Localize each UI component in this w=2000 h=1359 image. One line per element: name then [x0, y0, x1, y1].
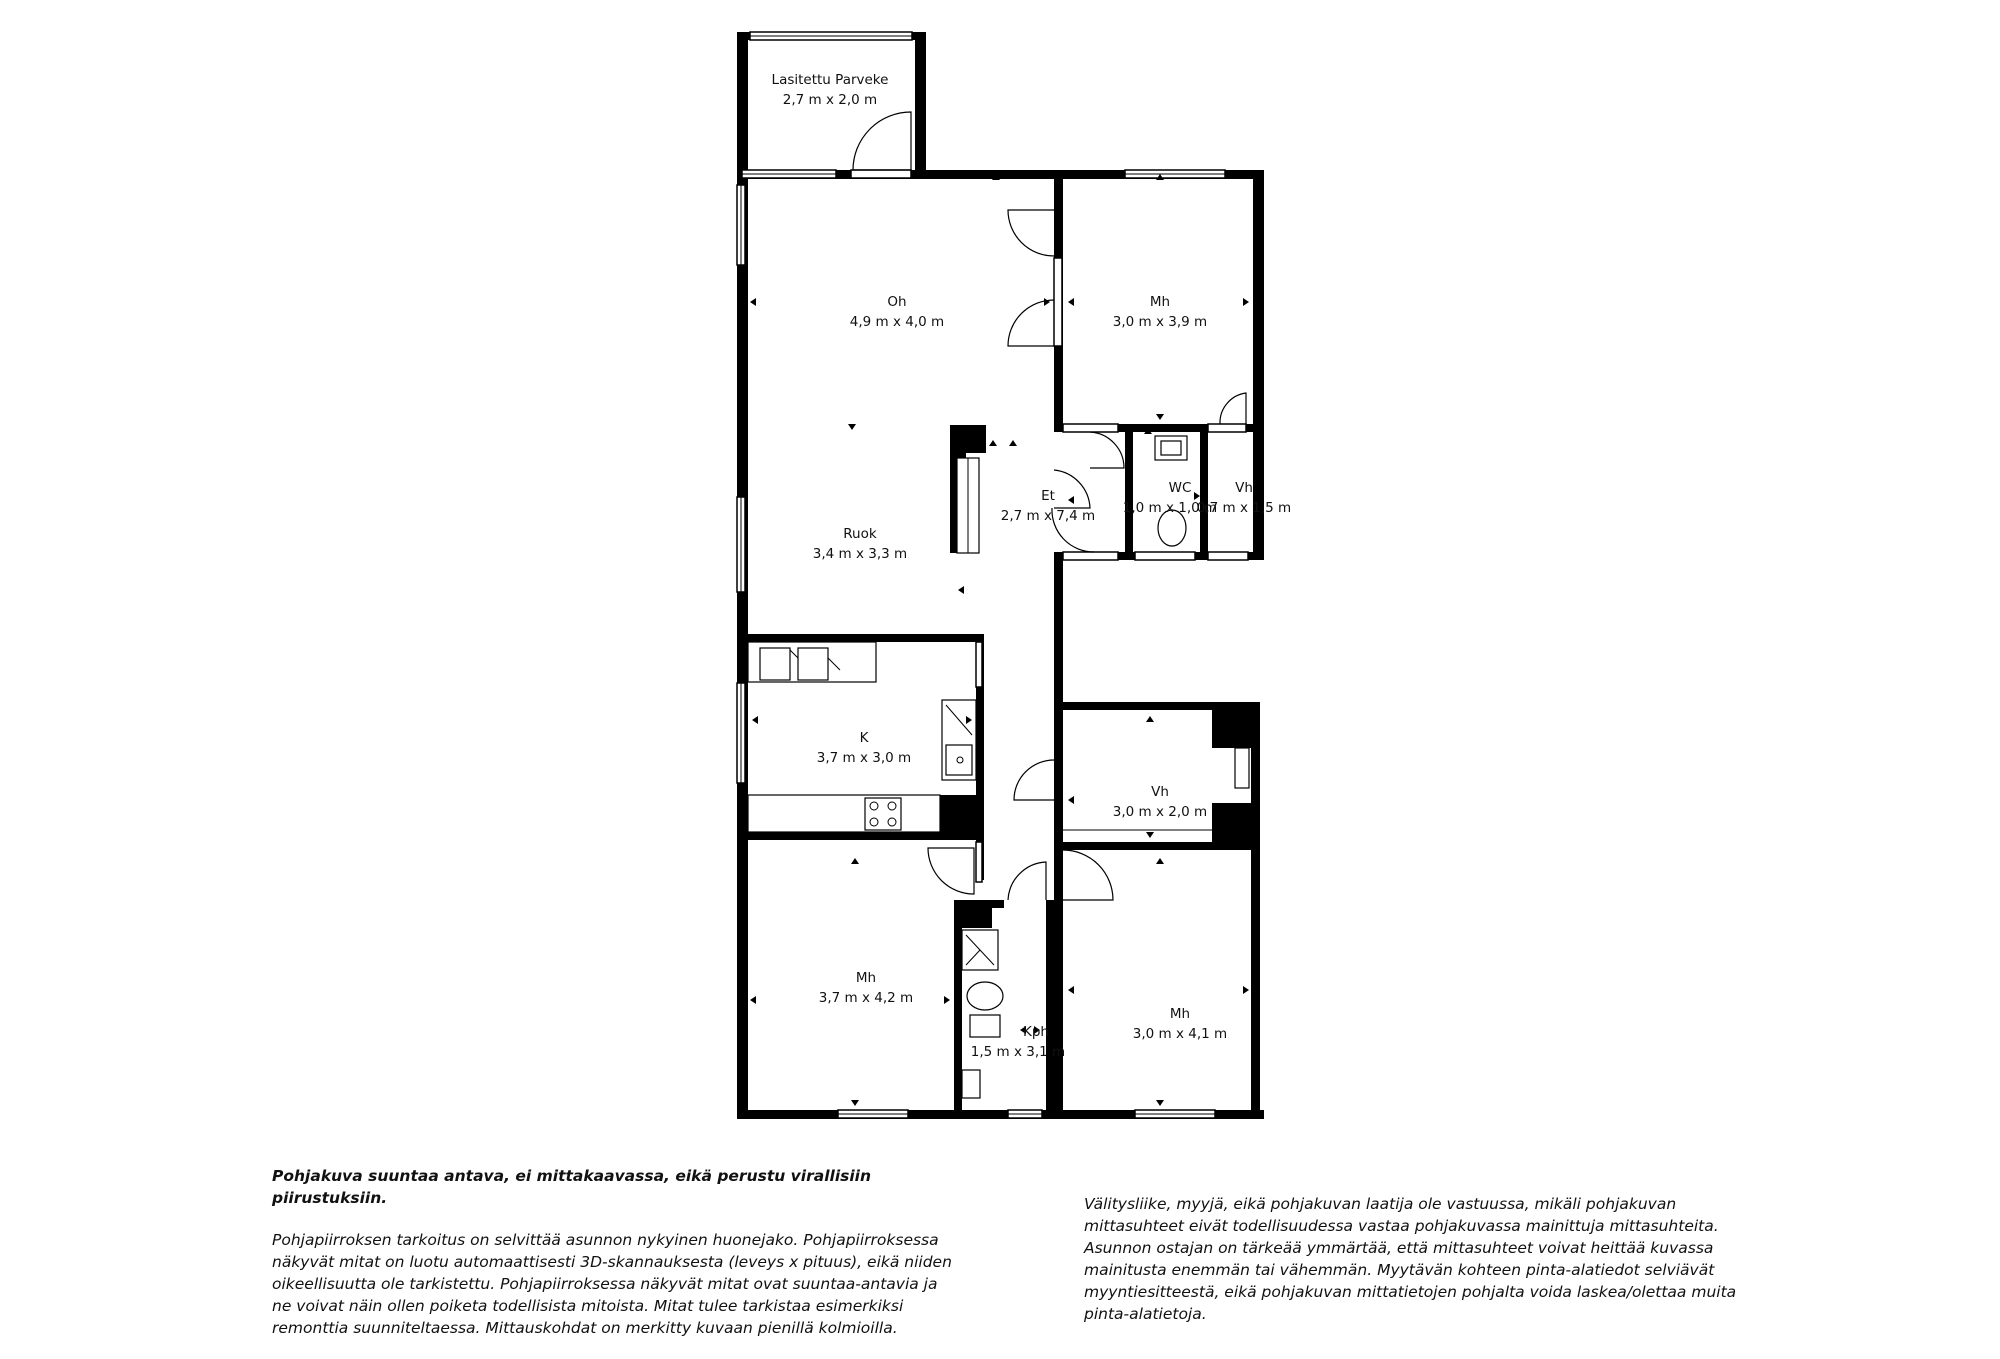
room-name-wc: WC [1168, 480, 1192, 496]
room-name-bedroom-se: Mh [1169, 1006, 1191, 1022]
disclaimer-left [272, 1165, 972, 1359]
room-size-closet-small: 0,7 m x 1,5 m [1196, 500, 1292, 516]
room-size-bedroom-se: 3,0 m x 4,1 m [1132, 1026, 1228, 1042]
room-size-closet-walk: 3,0 m x 2,0 m [1112, 804, 1208, 820]
room-size-bathroom: 1,5 m x 3,1 m [970, 1044, 1066, 1060]
room-name-hall: Et [1041, 488, 1055, 504]
room-size-dining: 3,4 m x 3,3 m [812, 546, 908, 562]
room-name-bedroom-ne: Mh [1149, 294, 1171, 310]
walls [737, 32, 1264, 1119]
disclaimer-heading: Pohjakuva suuntaa antava, ei mittakaavassa, eikä perustu virallisiin piirustuksiin. [272, 1167, 872, 1207]
room-name-kitchen: K [859, 730, 869, 746]
room-size-hall: 2,7 m x 7,4 m [1000, 508, 1096, 524]
room-size-wc: 1,0 m x 1,0 m [1122, 500, 1218, 516]
room-name-balcony: Lasitettu Parveke [771, 72, 889, 88]
room-labels [772, 72, 1292, 1060]
room-size-bedroom-sw: 3,7 m x 4,2 m [818, 990, 914, 1006]
disclaimer-right-body: Välitysliike, myyjä, eikä pohjakuvan laatija ole vastuussa, mikäli pohjakuvan mittasuhteet eivät todellisuudessa vastaa pohjakuvassa mainittuja mittasuhteita. Asunnon ostajan on tärkeää ymmärtää, että mittasuhteet voivat heittää kuvassa mainitusta enemmän tai vähemmän. Myytävän kohteen pinta-alatiedot selviävät myyntiesitteestä, eikä pohjakuvan mittatietojen pohjalta voida laskea/olettaa muita pinta-alatietoja. [1084, 1195, 1737, 1323]
room-name-closet-small: Vh [1235, 480, 1253, 496]
room-size-bedroom-ne: 3,0 m x 3,9 m [1112, 314, 1208, 330]
disclaimer-right [1084, 1193, 1784, 1345]
disclaimer-left-body: Pohjapiirroksen tarkoitus on selvittää asunnon nykyinen huonejako. Pohjapiirroksessa näkyvät mitat on luotu automaattisesti 3D-skannauksesta (leveys x pituus), eikä niiden oikeellisuutta ole tarkistettu. Pohjapiirroksessa näkyvät mitat ovat suuntaa-antavia ja ne voivat näin ollen poiketa todellisista mitoista. Mitat tulee tarkistaa esimerkiksi remonttia suunniteltaessa. Mittauskohdat on merkitty kuvaan pienillä kolmioilla. [272, 1231, 952, 1337]
room-size-kitchen: 3,7 m x 3,0 m [816, 750, 912, 766]
room-name-closet-walk: Vh [1151, 784, 1169, 800]
room-size-balcony: 2,7 m x 2,0 m [782, 92, 878, 108]
room-name-bathroom: Kph [1023, 1024, 1049, 1040]
room-size-living: 4,9 m x 4,0 m [849, 314, 945, 330]
room-name-bedroom-sw: Mh [855, 970, 877, 986]
room-name-dining: Ruok [843, 526, 877, 542]
room-name-living: Oh [887, 294, 907, 310]
